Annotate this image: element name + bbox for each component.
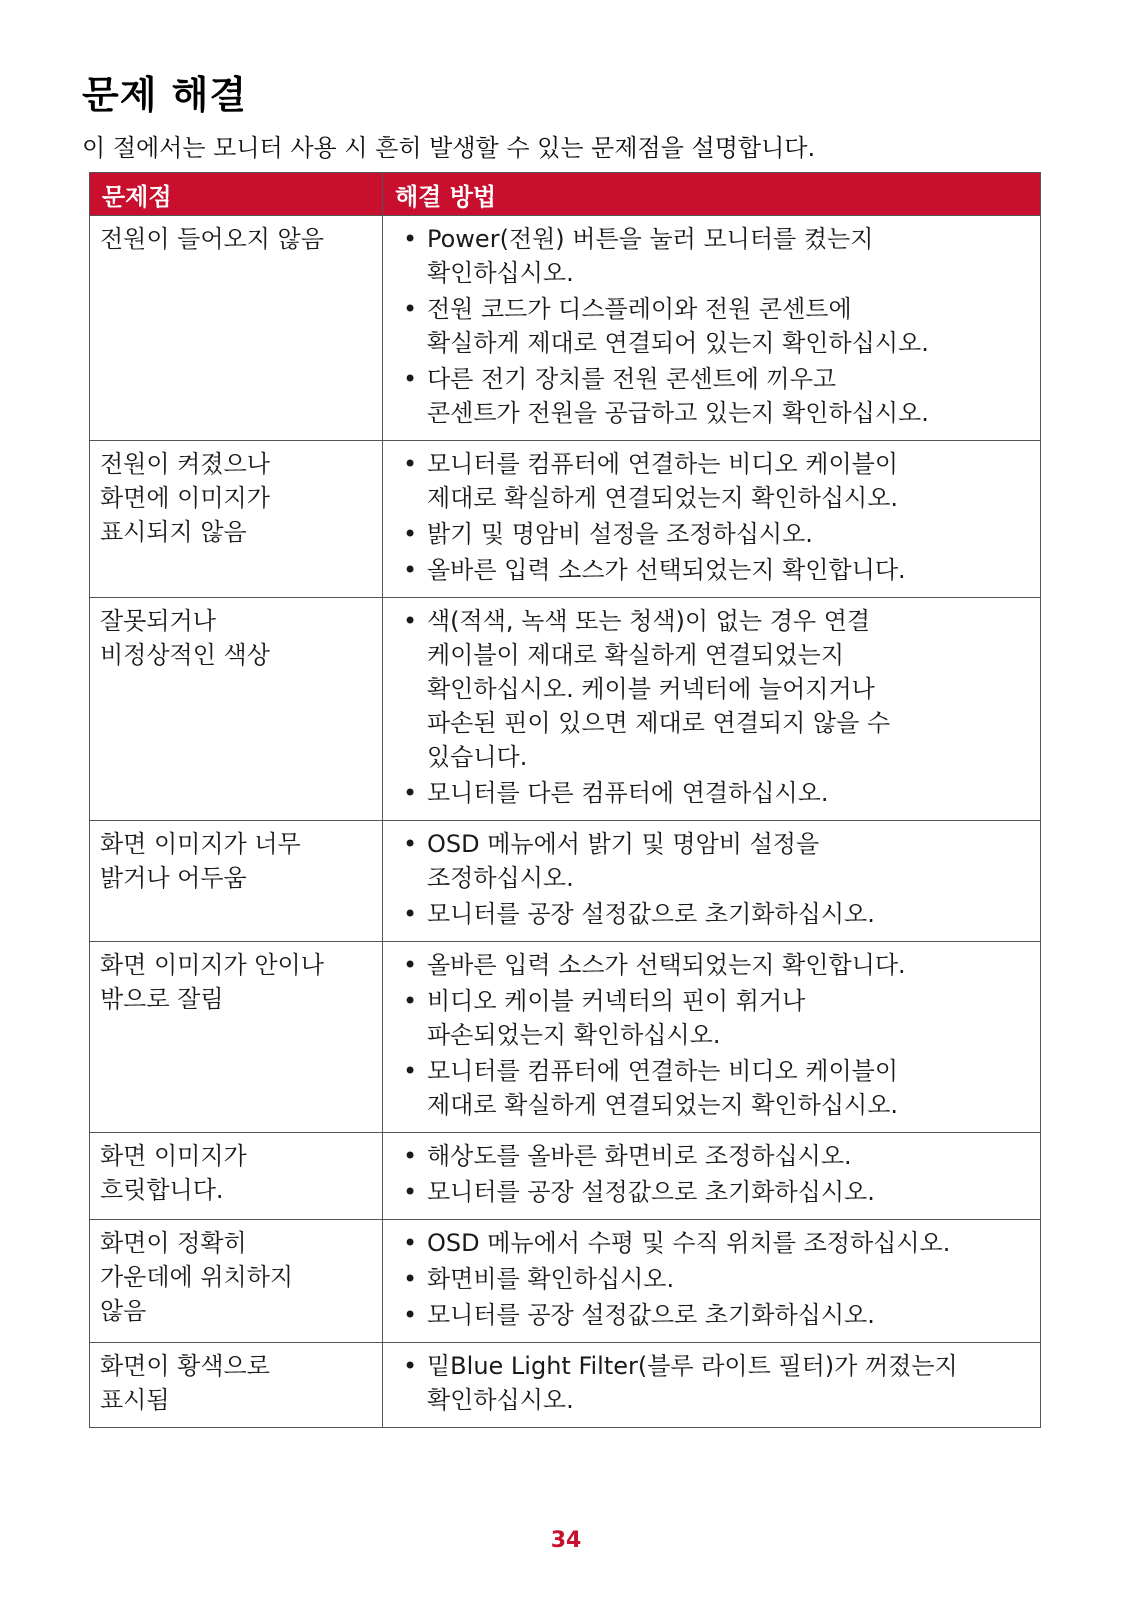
solution-text-line: 콘센트가 전원을 공급하고 있는지 확인하십시오. bbox=[427, 399, 929, 427]
solution-item bbox=[393, 776, 1030, 810]
problem-text-line: 전원이 켜졌으나 bbox=[100, 450, 270, 478]
solution-text-line: • Power(전원) 버튼을 눌러 모니터를 켰는지 bbox=[427, 225, 874, 253]
table-header-row bbox=[90, 173, 1041, 216]
solution-cell bbox=[383, 1343, 1041, 1428]
problem-cell bbox=[90, 598, 383, 821]
solution-text-line: 케이블이 제대로 확실하게 연결되었는지 bbox=[427, 641, 845, 669]
solution-item bbox=[393, 553, 1030, 587]
problem-cell bbox=[90, 216, 383, 441]
solution-item bbox=[393, 984, 1030, 1052]
solution-text-line: 확실하게 제대로 연결되어 있는지 확인하십시오. bbox=[427, 329, 929, 357]
solution-list bbox=[393, 222, 1030, 430]
solution-text-line: 확인하십시오. bbox=[427, 1386, 574, 1414]
solution-text-line: • 모니터를 컴퓨터에 연결하는 비디오 케이블이 bbox=[427, 1057, 899, 1085]
solution-text-line: • 색(적색, 녹색 또는 청색)이 없는 경우 연결 bbox=[427, 607, 871, 635]
solution-text-line: • 올바른 입력 소스가 선택되었는지 확인합니다. bbox=[427, 951, 906, 979]
problem-text-line: 밖으로 잘림 bbox=[100, 985, 224, 1013]
solution-list bbox=[393, 447, 1030, 587]
problem-text-line: 흐릿합니다. bbox=[100, 1176, 224, 1204]
solution-cell bbox=[383, 1133, 1041, 1220]
solution-text-line: • 전원 코드가 디스플레이와 전원 콘센트에 bbox=[427, 295, 852, 323]
solution-text-line: • OSD 메뉴에서 수평 및 수직 위치를 조정하십시오. bbox=[427, 1229, 951, 1257]
solution-item bbox=[393, 447, 1030, 515]
solution-cell bbox=[383, 441, 1041, 598]
problem-text-line: 전원이 들어오지 않음 bbox=[100, 225, 324, 253]
table-row bbox=[90, 942, 1041, 1133]
problem-text-line: 않음 bbox=[100, 1297, 147, 1325]
problem-text-line: 비정상적인 색상 bbox=[100, 641, 270, 669]
solution-text-line: 확인하십시오. bbox=[427, 259, 574, 287]
solution-text-line: • 모니터를 공장 설정값으로 초기화하십시오. bbox=[427, 1178, 875, 1206]
solution-list bbox=[393, 948, 1030, 1122]
solution-text-line: 확인하십시오. 케이블 커넥터에 늘어지거나 bbox=[427, 675, 875, 703]
problem-cell bbox=[90, 942, 383, 1133]
solution-text-line: • 화면비를 확인하십시오. bbox=[427, 1265, 675, 1293]
solution-text-line: 파손되었는지 확인하십시오. bbox=[427, 1021, 721, 1049]
header-problem: 문제점 bbox=[90, 173, 383, 216]
problem-cell bbox=[90, 1343, 383, 1428]
solution-item bbox=[393, 1139, 1030, 1173]
solution-text-line: • 밝기 및 명암비 설정을 조정하십시오. bbox=[427, 520, 813, 548]
solution-item bbox=[393, 362, 1030, 430]
solution-list bbox=[393, 604, 1030, 810]
solution-cell bbox=[383, 1220, 1041, 1343]
problem-text-line: 표시되지 않음 bbox=[100, 518, 247, 546]
solution-text-line: 파손된 핀이 있으면 제대로 연결되지 않을 수 bbox=[427, 709, 891, 737]
solution-item bbox=[393, 1298, 1030, 1332]
solution-cell bbox=[383, 598, 1041, 821]
problem-cell bbox=[90, 821, 383, 942]
solution-list bbox=[393, 1226, 1030, 1332]
solution-item bbox=[393, 222, 1030, 290]
problem-text-line: 잘못되거나 bbox=[100, 607, 216, 635]
solution-text-line: 있습니다. bbox=[427, 743, 528, 771]
solution-item bbox=[393, 948, 1030, 982]
table-row bbox=[90, 821, 1041, 942]
solution-item bbox=[393, 604, 1030, 774]
table-row bbox=[90, 1343, 1041, 1428]
solution-text-line: • OSD 메뉴에서 밝기 및 명암비 설정을 bbox=[427, 830, 820, 858]
problem-text-line: 화면 이미지가 너무 bbox=[100, 830, 301, 858]
solution-item bbox=[393, 1349, 1030, 1417]
problem-text-line: 화면에 이미지가 bbox=[100, 484, 270, 512]
solution-item bbox=[393, 827, 1030, 895]
problem-text-line: 화면이 황색으로 bbox=[100, 1352, 270, 1380]
solution-item bbox=[393, 292, 1030, 360]
table-row bbox=[90, 598, 1041, 821]
solution-text-line: • 밑Blue Light Filter(블루 라이트 필터)가 꺼졌는지 bbox=[427, 1352, 958, 1380]
table-body bbox=[90, 216, 1041, 1428]
solution-list bbox=[393, 1139, 1030, 1209]
solution-text-line: • 모니터를 공장 설정값으로 초기화하십시오. bbox=[427, 1301, 875, 1329]
solution-text-line: 조정하십시오. bbox=[427, 864, 574, 892]
table-row bbox=[90, 1220, 1041, 1343]
solution-item bbox=[393, 1054, 1030, 1122]
solution-text-line: • 모니터를 공장 설정값으로 초기화하십시오. bbox=[427, 900, 875, 928]
solution-item bbox=[393, 897, 1030, 931]
page-number: 34 bbox=[550, 1528, 582, 1553]
problem-text-line: 화면 이미지가 bbox=[100, 1142, 247, 1170]
problem-text-line: 밝거나 어두움 bbox=[100, 864, 247, 892]
problem-text-line: 화면 이미지가 안이나 bbox=[100, 951, 324, 979]
problem-text-line: 화면이 정확히 bbox=[100, 1229, 247, 1257]
intro-text: 이 절에서는 모니터 사용 시 흔히 발생할 수 있는 문제점을 설명합니다. bbox=[82, 134, 816, 162]
solution-text-line: • 모니터를 다른 컴퓨터에 연결하십시오. bbox=[427, 779, 829, 807]
solution-cell bbox=[383, 216, 1041, 441]
solution-list bbox=[393, 1349, 1030, 1417]
page-title: 문제 해결 bbox=[82, 73, 248, 117]
solution-item bbox=[393, 1175, 1030, 1209]
problem-cell bbox=[90, 1220, 383, 1343]
solution-item bbox=[393, 1226, 1030, 1260]
problem-text-line: 표시됨 bbox=[100, 1386, 170, 1414]
solution-item bbox=[393, 1262, 1030, 1296]
solution-text-line: • 모니터를 컴퓨터에 연결하는 비디오 케이블이 bbox=[427, 450, 899, 478]
table-row bbox=[90, 216, 1041, 441]
solution-item bbox=[393, 517, 1030, 551]
troubleshooting-table bbox=[89, 172, 1041, 1428]
solution-text-line: 제대로 확실하게 연결되었는지 확인하십시오. bbox=[427, 1091, 899, 1119]
solution-cell bbox=[383, 821, 1041, 942]
solution-text-line: • 해상도를 올바른 화면비로 조정하십시오. bbox=[427, 1142, 852, 1170]
solution-text-line: • 올바른 입력 소스가 선택되었는지 확인합니다. bbox=[427, 556, 906, 584]
problem-text-line: 가운데에 위치하지 bbox=[100, 1263, 294, 1291]
table-row bbox=[90, 1133, 1041, 1220]
problem-cell bbox=[90, 441, 383, 598]
problem-cell bbox=[90, 1133, 383, 1220]
solution-text-line: 제대로 확실하게 연결되었는지 확인하십시오. bbox=[427, 484, 899, 512]
header-solution: 해결 방법 bbox=[383, 173, 1041, 216]
solution-text-line: • 다른 전기 장치를 전원 콘센트에 끼우고 bbox=[427, 365, 837, 393]
table-row bbox=[90, 441, 1041, 598]
solution-text-line: • 비디오 케이블 커넥터의 핀이 휘거나 bbox=[427, 987, 806, 1015]
solution-cell bbox=[383, 942, 1041, 1133]
solution-list bbox=[393, 827, 1030, 931]
